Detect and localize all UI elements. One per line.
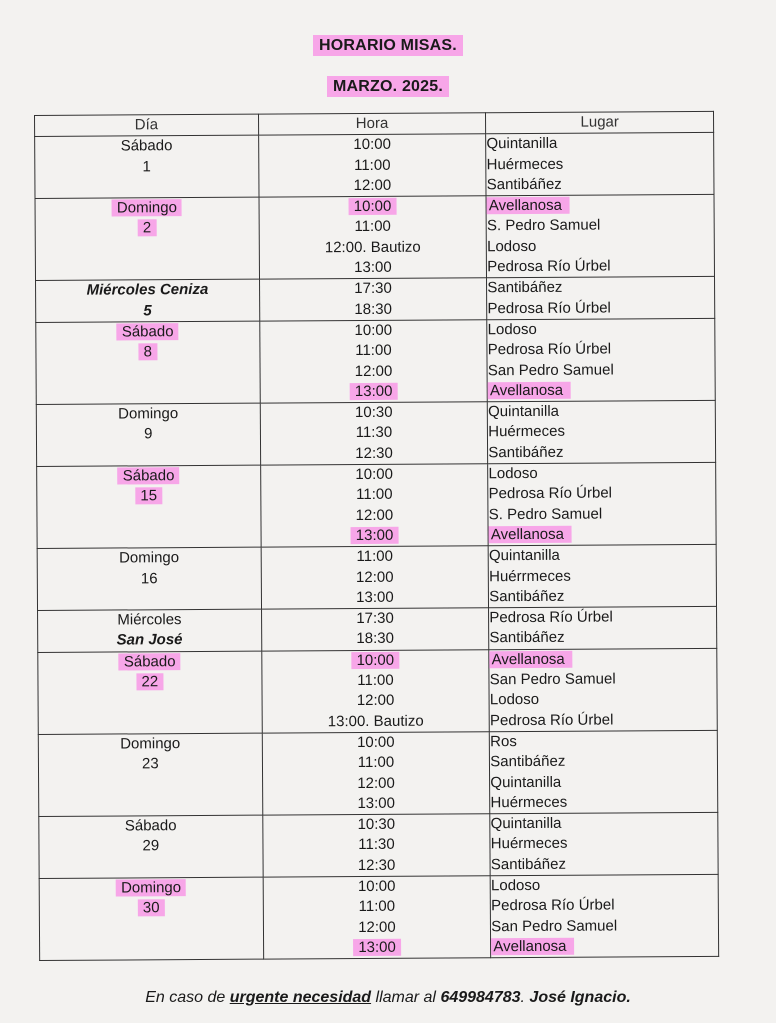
mass-time: 17:30 <box>356 609 394 628</box>
mass-place: Ros <box>490 732 517 751</box>
time-cell <box>262 732 490 816</box>
place-line <box>487 256 714 278</box>
place-line <box>491 854 718 876</box>
day-name-text: Miércoles Ceniza <box>86 281 209 300</box>
document-subtitle-text: MARZO. 2025. <box>327 76 449 97</box>
column-header-dia: Día <box>35 114 259 137</box>
mass-place: S. Pedro Samuel <box>488 505 603 523</box>
time-line <box>262 608 489 630</box>
mass-time: 11:00 <box>354 156 391 174</box>
place-line <box>487 277 714 299</box>
time-line <box>259 217 486 239</box>
day-date-text: 9 <box>144 425 153 443</box>
day-date-text: 30 <box>138 899 165 916</box>
time-cell <box>261 649 489 733</box>
day-name <box>36 280 259 302</box>
time-line <box>260 402 487 424</box>
schedule-body <box>35 133 719 961</box>
mass-time: 12:00. Bautizo <box>324 238 421 257</box>
time-line <box>261 485 488 507</box>
mass-place: Quintanilla <box>486 135 558 153</box>
mass-time: 10:30 <box>357 815 396 834</box>
mass-time: 10:00 <box>353 136 391 154</box>
mass-time: 11:00 <box>356 486 393 504</box>
mass-time: 13:00. Bautizo <box>327 712 424 730</box>
schedule-row <box>36 277 715 323</box>
place-cell <box>487 277 715 320</box>
day-name <box>38 651 261 673</box>
footer-text-3: . <box>520 989 530 1006</box>
day-name-text: Sábado <box>117 323 179 340</box>
place-line <box>489 545 716 567</box>
footer-note <box>0 989 776 1007</box>
mass-place: Quintanilla <box>488 402 560 421</box>
time-line <box>261 423 488 445</box>
mass-place: San Pedro Samuel <box>491 917 618 935</box>
day-name-text: Sábado <box>119 653 181 670</box>
mass-place: Santibáñez <box>486 175 562 194</box>
mass-time: 12:00 <box>355 568 394 586</box>
time-line <box>260 279 487 301</box>
day-cell <box>37 465 261 549</box>
schedule-row <box>37 545 716 611</box>
schedule-row <box>35 133 714 199</box>
day-date-text: 1 <box>142 157 151 175</box>
day-date <box>35 156 258 178</box>
time-line <box>262 670 489 692</box>
day-cell <box>36 403 260 466</box>
mass-time: 11:00 <box>354 218 391 236</box>
mass-place: Lodoso <box>487 320 537 339</box>
place-line <box>488 463 715 485</box>
place-line <box>491 915 718 937</box>
mass-time: 11:00 <box>356 548 393 566</box>
place-line <box>487 174 714 196</box>
mass-time: 11:00 <box>358 898 396 916</box>
day-date-text: 2 <box>138 220 156 237</box>
day-name <box>38 548 261 570</box>
mass-time: 11:30 <box>358 836 395 854</box>
time-line <box>262 711 489 733</box>
schedule-row <box>38 648 717 734</box>
place-line <box>489 627 716 649</box>
place-cell <box>490 730 718 814</box>
time-line <box>264 937 491 959</box>
mass-place: Lodoso <box>488 464 538 483</box>
day-cell <box>37 547 261 610</box>
mass-time: 10:00 <box>354 321 393 340</box>
day-cell <box>36 280 260 323</box>
mass-time: 10:00 <box>355 465 394 484</box>
footer-contact-name: José Ignacio. <box>529 989 631 1006</box>
day-date <box>39 754 262 776</box>
time-cell <box>259 320 487 404</box>
day-name <box>37 404 260 426</box>
time-line <box>261 464 488 486</box>
mass-place: S. Pedro Samuel <box>486 217 601 235</box>
time-line <box>263 897 490 919</box>
day-date <box>37 486 260 508</box>
place-line <box>490 751 717 773</box>
place-line <box>488 380 715 402</box>
mass-time: 18:30 <box>354 300 392 318</box>
place-line <box>490 771 717 793</box>
mass-time: 10:00 <box>356 733 395 751</box>
day-date <box>37 424 260 446</box>
day-date-text: 23 <box>141 755 159 773</box>
place-line <box>490 709 717 731</box>
place-cell <box>486 133 714 196</box>
mass-place: San Pedro Samuel <box>487 361 614 379</box>
day-date-text: 5 <box>143 301 152 320</box>
time-line <box>263 793 490 815</box>
day-name <box>38 610 261 632</box>
place-line <box>490 792 717 814</box>
place-line <box>491 833 718 855</box>
schedule-row <box>38 730 717 816</box>
place-line <box>490 689 717 711</box>
place-line <box>488 401 715 423</box>
day-name-text: Domingo <box>118 405 179 423</box>
mass-time: 13:00 <box>357 794 396 812</box>
time-line <box>261 567 488 589</box>
day-name <box>39 734 262 756</box>
time-line <box>260 341 487 363</box>
place-line <box>488 421 715 443</box>
place-cell <box>487 318 715 402</box>
time-cell <box>261 546 489 609</box>
mass-place: Santibáñez <box>488 443 564 461</box>
mass-time: 11:00 <box>357 754 395 772</box>
place-line <box>487 298 714 320</box>
time-cell <box>261 608 489 651</box>
day-date-text: 16 <box>140 569 158 587</box>
mass-place: Santibáñez <box>490 752 566 771</box>
mass-time: 12:30 <box>355 444 393 462</box>
mass-time: 11:00 <box>357 671 394 690</box>
place-line <box>489 524 716 546</box>
day-name <box>35 136 258 158</box>
mass-time: 12:00 <box>356 692 395 710</box>
time-line <box>260 381 487 403</box>
mass-time: 18:30 <box>356 630 395 648</box>
time-line <box>262 650 489 672</box>
place-line <box>489 607 716 629</box>
time-line <box>262 691 489 713</box>
schedule-row <box>36 401 715 467</box>
day-name-text: Domingo <box>112 199 182 216</box>
mass-place: Huérmeces <box>488 423 565 441</box>
place-line <box>487 236 714 258</box>
footer-phone: 649984783 <box>440 989 521 1006</box>
mass-place: Quintanilla <box>490 773 562 791</box>
time-line <box>263 814 490 836</box>
mass-place: Santibáñez <box>487 279 563 297</box>
time-line <box>261 443 488 465</box>
time-cell <box>259 196 487 280</box>
time-line <box>260 320 487 342</box>
day-date <box>36 342 259 364</box>
time-line <box>262 629 489 651</box>
schedule-row <box>39 874 718 960</box>
schedule-row <box>37 462 716 548</box>
day-date <box>40 898 263 920</box>
place-line <box>489 565 716 587</box>
day-cell <box>35 135 259 198</box>
mass-time: 13:00 <box>354 258 392 277</box>
time-line <box>261 546 488 568</box>
time-cell <box>260 402 488 465</box>
day-name-text: Domingo <box>116 879 186 896</box>
mass-time: 10:00 <box>349 198 397 215</box>
mass-time: 12:00 <box>358 918 396 936</box>
mass-time: 10:00 <box>351 651 399 668</box>
mass-time: 10:30 <box>354 403 393 422</box>
schedule-row <box>35 195 714 281</box>
time-cell <box>262 814 490 877</box>
mass-time: 12:00 <box>354 362 393 380</box>
mass-place: Pedrosa Río Úrbel <box>487 340 612 359</box>
place-cell <box>488 545 716 608</box>
time-line <box>260 361 487 383</box>
mass-place: Huérmeces <box>486 155 564 173</box>
document-subtitle <box>0 78 776 96</box>
day-name-text: Sábado <box>120 137 173 155</box>
time-line <box>259 155 486 177</box>
place-line <box>489 483 716 505</box>
time-line <box>263 752 490 774</box>
mass-place: Pedrosa Río Úrbel <box>489 711 614 729</box>
day-name-text: Miércoles <box>117 611 182 629</box>
place-line <box>489 586 716 608</box>
day-date-text: 8 <box>139 344 157 361</box>
mass-place: Lodoso <box>489 691 540 709</box>
time-line <box>260 257 487 279</box>
time-line <box>259 237 486 259</box>
place-cell <box>490 874 718 958</box>
schedule-row <box>38 606 717 652</box>
place-line <box>491 813 718 835</box>
place-line <box>486 133 713 155</box>
footer-text-1: En caso de <box>145 989 230 1006</box>
time-line <box>260 299 487 321</box>
mass-place: Pedrosa Río Úrbel <box>487 299 611 317</box>
place-cell <box>488 401 716 464</box>
column-header-lugar: Lugar <box>486 111 714 134</box>
mass-time: 11:00 <box>355 342 392 360</box>
mass-time: 11:30 <box>355 424 393 442</box>
day-name <box>37 466 260 488</box>
time-cell <box>258 134 486 197</box>
time-line <box>263 855 490 877</box>
mass-place: Huérmeces <box>490 835 568 853</box>
mass-time: 13:00 <box>356 588 394 606</box>
mass-time: 12:00 <box>355 506 394 524</box>
day-name <box>39 816 262 838</box>
day-name-text: Sábado <box>124 817 177 835</box>
day-name-text: Sábado <box>118 467 180 484</box>
time-line <box>264 917 491 939</box>
time-line <box>262 587 489 609</box>
mass-place: Avellanosa <box>489 526 572 544</box>
day-date-text: 22 <box>136 673 163 690</box>
footer-urgent: urgente necesidad <box>229 989 372 1006</box>
place-cell <box>489 606 717 649</box>
place-line <box>488 442 715 464</box>
day-cell <box>36 321 260 405</box>
day-name <box>36 322 259 344</box>
place-line <box>487 153 714 175</box>
place-line <box>491 936 718 958</box>
mass-place: Pedrosa Río Úrbel <box>488 484 613 503</box>
mass-place: Avellanosa <box>488 382 571 400</box>
place-line <box>489 503 716 525</box>
mass-time: 13:00 <box>350 383 398 400</box>
column-header-hora: Hora <box>258 113 486 136</box>
place-cell <box>489 648 717 732</box>
schedule-row <box>39 812 718 878</box>
day-cell <box>39 877 263 961</box>
time-line <box>263 773 490 795</box>
place-line <box>490 731 717 753</box>
day-date <box>36 218 259 240</box>
mass-time: 17:30 <box>354 280 392 298</box>
time-cell <box>260 464 488 548</box>
day-name-text: Domingo <box>120 735 181 753</box>
mass-time: 12:30 <box>357 856 396 874</box>
time-line <box>261 505 488 527</box>
mass-place: Quintanilla <box>488 547 560 565</box>
day-name-text: Domingo <box>118 549 180 567</box>
place-line <box>490 669 717 691</box>
place-line <box>488 319 715 341</box>
day-cell <box>38 609 262 652</box>
time-line <box>261 525 488 547</box>
time-cell <box>259 278 487 321</box>
mass-time: 12:00 <box>353 176 392 194</box>
mass-place: Huérrmeces <box>489 567 571 585</box>
mass-place: Lodoso <box>487 237 537 256</box>
place-line <box>487 195 714 217</box>
place-cell <box>488 462 716 546</box>
mass-place: Avellanosa <box>487 197 570 215</box>
mass-schedule-table <box>34 111 719 961</box>
day-cell <box>38 733 262 817</box>
time-cell <box>263 876 491 960</box>
place-line <box>488 339 715 361</box>
mass-place: Pedrosa Río Úrbel <box>487 257 611 276</box>
footer-text-2: llamar al <box>371 989 441 1006</box>
day-name <box>40 878 263 900</box>
mass-time: 13:00 <box>353 939 401 956</box>
mass-place: Pedrosa Río Úrbel <box>489 608 613 627</box>
time-line <box>259 196 486 218</box>
mass-place: Pedrosa Río Úrbel <box>491 896 615 915</box>
mass-place: Quintanilla <box>490 814 562 833</box>
day-date-text: 15 <box>135 488 162 505</box>
place-cell <box>486 195 714 279</box>
mass-place: Huérmeces <box>490 793 568 812</box>
day-date <box>39 836 262 858</box>
day-cell <box>38 651 262 735</box>
day-name <box>36 198 259 220</box>
mass-time: 12:00 <box>357 774 395 792</box>
mass-place: Santibáñez <box>489 629 565 647</box>
mass-place: Avellanosa <box>491 938 574 956</box>
place-line <box>487 215 714 237</box>
mass-time: 13:00 <box>351 527 399 544</box>
time-line <box>259 135 486 157</box>
place-line <box>488 359 715 381</box>
mass-place: Santibáñez <box>490 855 566 873</box>
place-cell <box>490 812 718 875</box>
time-line <box>263 835 490 857</box>
mass-place: Lodoso <box>490 876 541 895</box>
place-line <box>491 875 718 897</box>
place-line <box>491 895 718 917</box>
day-cell <box>35 197 259 281</box>
day-date <box>38 672 261 694</box>
mass-time: 10:00 <box>357 877 396 896</box>
mass-place: San Pedro Samuel <box>489 670 616 689</box>
time-line <box>263 876 490 898</box>
day-date <box>38 568 261 590</box>
day-date <box>38 630 261 652</box>
schedule-row <box>36 318 715 404</box>
day-date-text: San José <box>116 631 183 649</box>
time-line <box>262 732 489 754</box>
day-date-text: 29 <box>142 837 160 855</box>
place-line <box>490 649 717 671</box>
document-title <box>0 37 776 55</box>
time-line <box>259 175 486 197</box>
mass-place: Avellanosa <box>490 650 573 668</box>
day-date <box>36 300 259 322</box>
document-title-text: HORARIO MISAS. <box>313 35 463 56</box>
day-cell <box>39 815 263 878</box>
mass-place: Santibáñez <box>489 587 565 606</box>
